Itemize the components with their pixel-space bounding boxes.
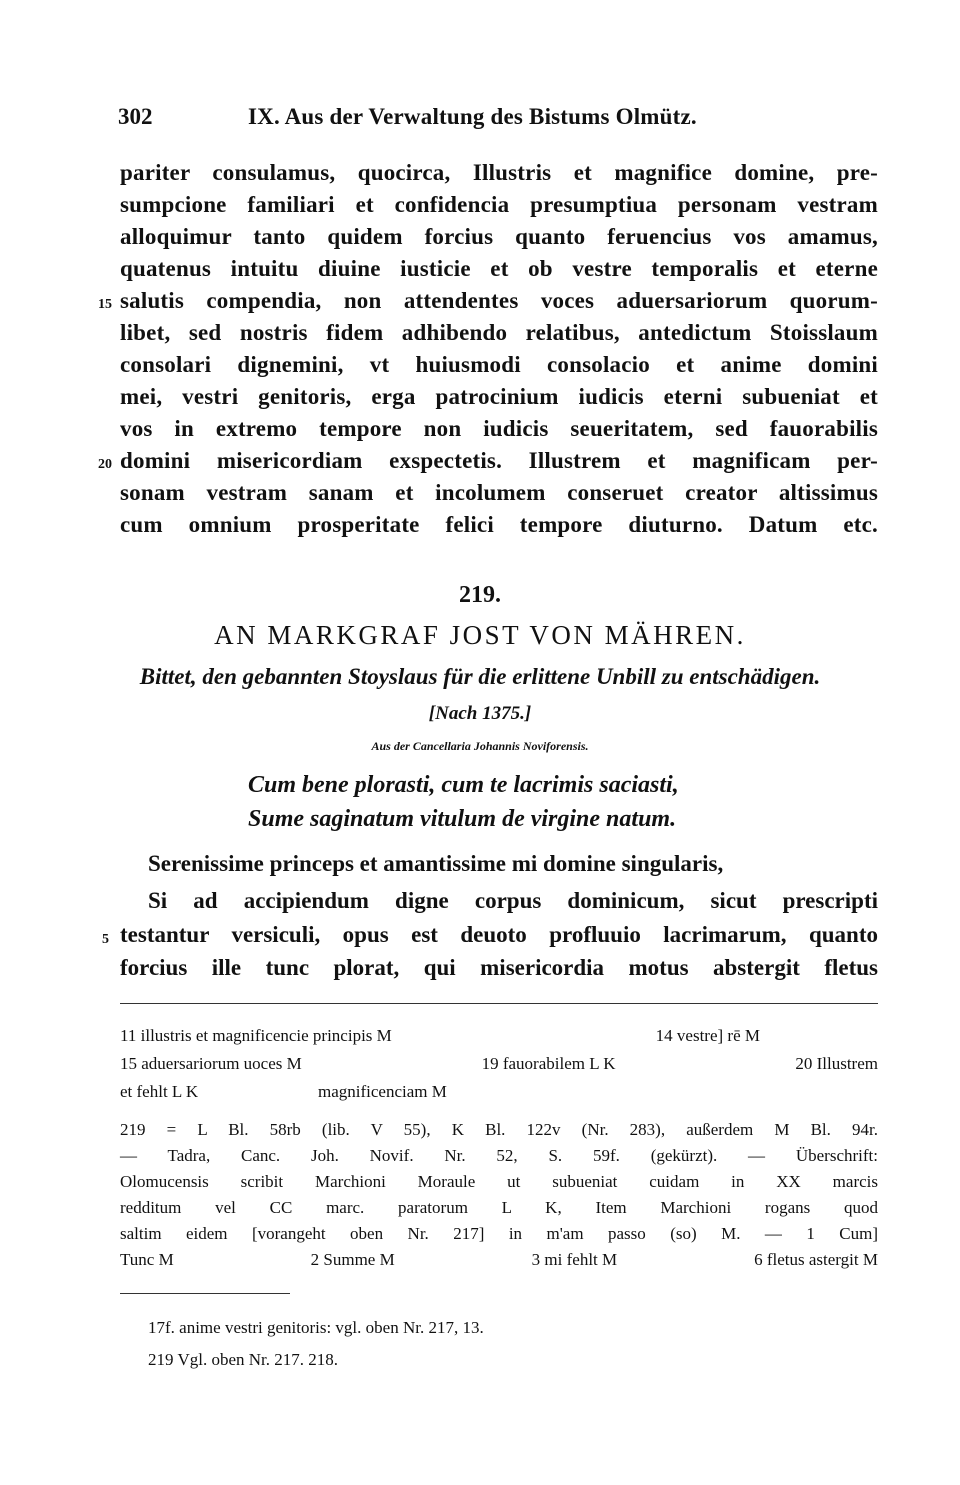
apparatus-note: 19 fauorabilem L K [481, 1054, 616, 1073]
running-title: IX. Aus der Verwaltung des Bistums Olmütz. [248, 104, 697, 129]
apparatus-line: Olomucensis scribit Marchioni Moraule ut subueniat cuidam in XX marcis [120, 1172, 878, 1191]
line-number: 5 [102, 932, 109, 947]
apparatus-row [120, 1026, 760, 1046]
text-line: libet, sed nostris fidem adhibendo relatibus, antedictum Stoisslaum [120, 320, 878, 345]
apparatus-note: et fehlt L K [120, 1082, 199, 1101]
apparatus-note: 6 fletus astergit M [754, 1250, 878, 1269]
apparatus-row [120, 1250, 878, 1270]
separator-rule [120, 1003, 878, 1004]
text-line: domini misericordiam exspectetis. Illustrem et magnificam per- [120, 448, 878, 473]
text-line: pariter consulamus, quocirca, Illustris et magnifice domine, pre- [120, 160, 878, 185]
apparatus-note: 11 illustris et magnificencie principis M [120, 1026, 392, 1045]
text-line: mei, vestri genitoris, erga patrocinium iudicis eterni subueniat et [120, 384, 878, 409]
apparatus-line: redditum vel CC marc. paratorum L K, Item Marchioni rogans quod [120, 1198, 878, 1217]
apparatus-note: 15 aduersariorum uoces M [120, 1054, 302, 1073]
apparatus-note: Tunc M [120, 1250, 174, 1269]
apparatus-note: 2 Summe M [310, 1250, 395, 1269]
text-line: salutis compendia, non attendentes voces aduersariorum quorum- [120, 288, 878, 313]
verse-line: Sume saginatum vitulum de virgine natum. [248, 806, 677, 832]
line-number: 20 [98, 457, 112, 472]
document-title: AN MARKGRAF JOST VON MÄHREN. [214, 620, 746, 650]
document-date: [Nach 1375.] [428, 703, 532, 724]
text-line: sumpcione familiari et confidencia presumptiua personam vestram [120, 192, 878, 217]
apparatus-note: 14 vestre] rē M [655, 1026, 760, 1045]
letter-line: testantur versiculi, opus est deuoto profluuio lacrimarum, quanto [120, 922, 878, 947]
text-line: sonam vestram sanam et incolumem conseruet creator altissimus [120, 480, 878, 505]
verse-line: Cum bene plorasti, cum te lacrimis saciasti, [248, 772, 679, 798]
letter-line: forcius ille tunc plorat, qui misericordia motus abstergit fletus [120, 955, 878, 980]
line-number: 15 [98, 297, 112, 312]
text-line: quatenus intuitu diuine iusticie et ob vestre temporalis et eterne [120, 256, 878, 281]
apparatus-note: magnificenciam M [318, 1082, 447, 1101]
apparatus-note: 20 Illustrem [795, 1054, 878, 1073]
page-number: 302 [118, 104, 153, 129]
commentary-line: 219 Vgl. oben Nr. 217. 218. [148, 1350, 338, 1369]
salutation: Serenissime princeps et amantissime mi domine singularis, [148, 851, 724, 876]
apparatus-note: 3 mi fehlt M [531, 1250, 618, 1269]
apparatus-row [120, 1054, 878, 1074]
document-number: 219. [459, 582, 501, 608]
apparatus-line: saltim eidem [vorangeht oben Nr. 217] in m'am passo (so) M. — 1 Cum] [120, 1224, 878, 1243]
commentary-line: 17f. anime vestri genitoris: vgl. oben Nr. 217, 13. [148, 1318, 484, 1337]
letter-line: Si ad accipiendum digne corpus dominicum, sicut prescripti [148, 888, 878, 913]
separator-rule [120, 1293, 290, 1294]
text-line: alloquimur tanto quidem forcius quanto feruencius vos amamus, [120, 224, 878, 249]
text-line: cum omnium prosperitate felici tempore diuturno. Datum etc. [120, 512, 878, 537]
apparatus-line: 219 = L Bl. 58rb (lib. V 55), K Bl. 122v (Nr. 283), außerdem M Bl. 94r. [120, 1120, 878, 1139]
document-source: Aus der Cancellaria Johannis Noviforensis. [371, 739, 589, 753]
document-subtitle: Bittet, den gebannten Stoyslaus für die erlittene Unbill zu entschädigen. [139, 664, 821, 689]
apparatus-line: — Tadra, Canc. Joh. Novif. Nr. 52, S. 59f. (gekürzt). — Überschrift: [120, 1146, 878, 1165]
text-line: vos in extremo tempore non iudicis seueritatem, sed fauorabilis [120, 416, 878, 441]
text-line: consolari dignemini, vt huiusmodi consolacio et anime domini [120, 352, 878, 377]
